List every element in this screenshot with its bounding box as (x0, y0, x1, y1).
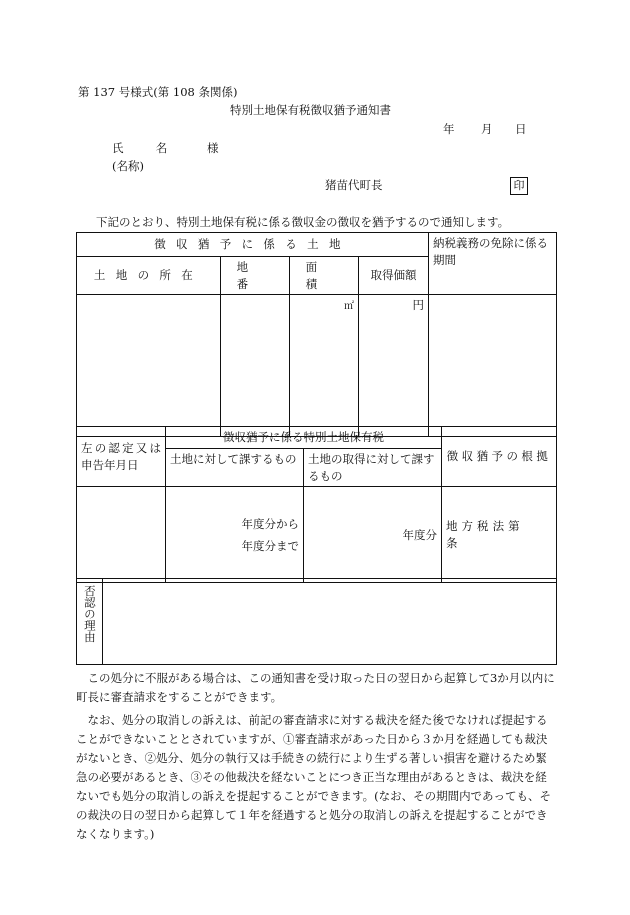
col-grounds: 徴収猶予の根拠 (442, 427, 557, 487)
addressee-alias-label: (名称) (112, 159, 144, 173)
col-area: 面積 (290, 257, 359, 295)
cell-recognition-date-value[interactable] (77, 487, 166, 583)
from-fiscal-year-label: 年度分から (241, 516, 299, 531)
col-tax-on-acquisition: 土地の取得に対して課するもの (304, 449, 442, 487)
cell-location-value[interactable] (77, 295, 221, 437)
notice-paragraph-1: この処分に不服がある場合は、この通知書を受け取った日の翌日から起算して3か月以内に町長に審査請求をすることができます。 (76, 671, 555, 704)
land-group-heading: 徴収猶予に係る土地 (77, 233, 429, 257)
unit-yen: 円 (412, 298, 425, 313)
date-month-label: 月 (481, 122, 493, 136)
cell-acquisition-price-value[interactable] (359, 295, 429, 437)
date-day-label: 日 (515, 122, 527, 136)
intro-text: 下記のとおり、特別土地保有税に係る徴収金の徴収を猶予するので通知します。 (96, 215, 510, 229)
cell-lot-number-value[interactable] (221, 295, 290, 437)
col-location: 土地の所在 (77, 257, 221, 295)
cell-area-value[interactable] (290, 295, 359, 437)
col-tax-on-land: 土地に対して課するもの (166, 449, 304, 487)
tax-table (76, 426, 557, 583)
refusal-reason-label: 否認の理由 (77, 579, 103, 665)
col-acquisition-price: 取得価額 (359, 257, 429, 295)
document-title: 特別土地保有税徴収猶予通知書 (230, 103, 391, 117)
tax-group-heading: 徴収猶予に係る特別土地保有税 (166, 427, 442, 449)
notice-paragraph-2: なお、処分の取消しの訴えは、前記の審査請求に対する裁決を経た後でなければ提起することができないこととされていますが、①審査請求があった日から３か月を経過しても裁決がないとき、②処分、処分の執行又は手続きの続行により生ずる著しい損害を避けるため緊急の必要があるとき、③その他裁決を経ないことにつき正当な理由があるときは、裁決を経ないでも処分の取消しの訴えを提起することができます。(なお、その期間内であっても、その裁決の日の翌日から起算して１年を経過すると処分の取消しの訴えを提起することができなくなります。) (76, 713, 551, 841)
cell-tax-on-land-value[interactable] (166, 487, 304, 583)
addressee-honorific: 様 (207, 141, 219, 155)
recognition-date-heading: 左の認定又は申告年月日 (77, 427, 166, 487)
issuer-name: 猪苗代町長 (325, 178, 383, 192)
col-lot-number: 地番 (221, 257, 290, 295)
exemption-period-heading: 納税義務の免除に係る期間 (429, 233, 557, 295)
addressee-name-label: 氏 名 (112, 141, 178, 155)
fiscal-year-portion-label: 年度分 (402, 527, 437, 542)
land-table (76, 232, 557, 437)
cell-exemption-period-value[interactable] (429, 295, 557, 437)
unit-area: ㎡ (344, 301, 354, 313)
seal-mark: 印 (510, 177, 528, 195)
grounds-text: 地方税法第 条 (446, 519, 540, 550)
until-fiscal-year-label: 年度分まで (241, 538, 299, 553)
cell-tax-on-acquisition-value[interactable] (304, 487, 442, 583)
refusal-table (76, 578, 557, 665)
form-number: 第 137 号様式(第 108 条関係) (78, 85, 238, 99)
date-year-label: 年 (443, 122, 455, 136)
cell-refusal-reason-value[interactable] (103, 579, 557, 665)
cell-grounds-value[interactable] (442, 487, 557, 583)
